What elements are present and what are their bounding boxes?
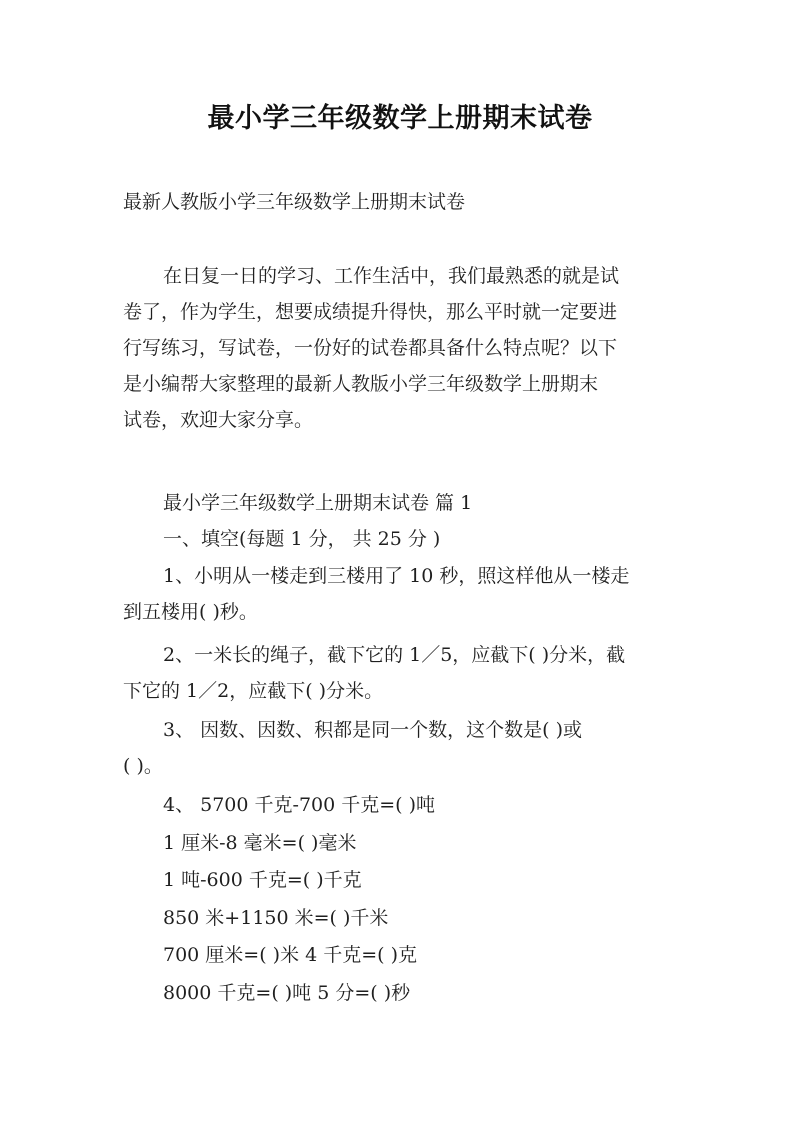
document-title: 最小学三年级数学上册期末试卷 — [207, 103, 593, 134]
intro-line-3: 行写练习，写试卷，一份好的试卷都具备什么特点呢？以下 — [123, 337, 618, 359]
question-3-line-2: ( )。 — [123, 755, 163, 777]
section-heading: 最小学三年级数学上册期末试卷 篇 1 — [163, 492, 473, 514]
intro-line-2: 卷了，作为学生，想要成绩提升得快，那么平时就一定要进 — [123, 301, 618, 323]
question-4-line-1: 4、 5700 千克-700 千克=( )吨 — [163, 794, 436, 816]
question-2-line-2: 下它的 1／2，应截下( )分米。 — [123, 680, 384, 702]
document-subtitle: 最新人教版小学三年级数学上册期末试卷 — [123, 191, 466, 213]
question-4-line-6: 8000 千克=( )吨 5 分=( )秒 — [163, 982, 411, 1004]
question-4-line-5: 700 厘米=( )米 4 千克=( )克 — [163, 944, 418, 966]
question-2-line-1: 2、一米长的绳子，截下它的 1／5，应截下( )分米，截 — [163, 644, 626, 666]
question-4-line-3: 1 吨-600 千克=( )千克 — [163, 869, 362, 891]
intro-line-5: 试卷，欢迎大家分享。 — [123, 409, 314, 431]
part-one-heading: 一、填空(每题 1 分， 共 25 分 ) — [163, 528, 441, 550]
question-4-line-4: 850 米+1150 米=( )千米 — [163, 907, 389, 929]
intro-line-4: 是小编帮大家整理的最新人教版小学三年级数学上册期末 — [123, 373, 599, 395]
intro-line-1: 在日复一日的学习、工作生活中，我们最熟悉的就是试 — [163, 265, 620, 287]
question-1-line-2: 到五楼用( )秒。 — [123, 601, 258, 623]
question-3-line-1: 3、 因数、因数、积都是同一个数，这个数是( )或 — [163, 719, 582, 741]
question-1-line-1: 1、小明从一楼走到三楼用了 10 秒，照这样他从一楼走 — [163, 565, 630, 587]
question-4-line-2: 1 厘米-8 毫米=( )毫米 — [163, 832, 357, 854]
